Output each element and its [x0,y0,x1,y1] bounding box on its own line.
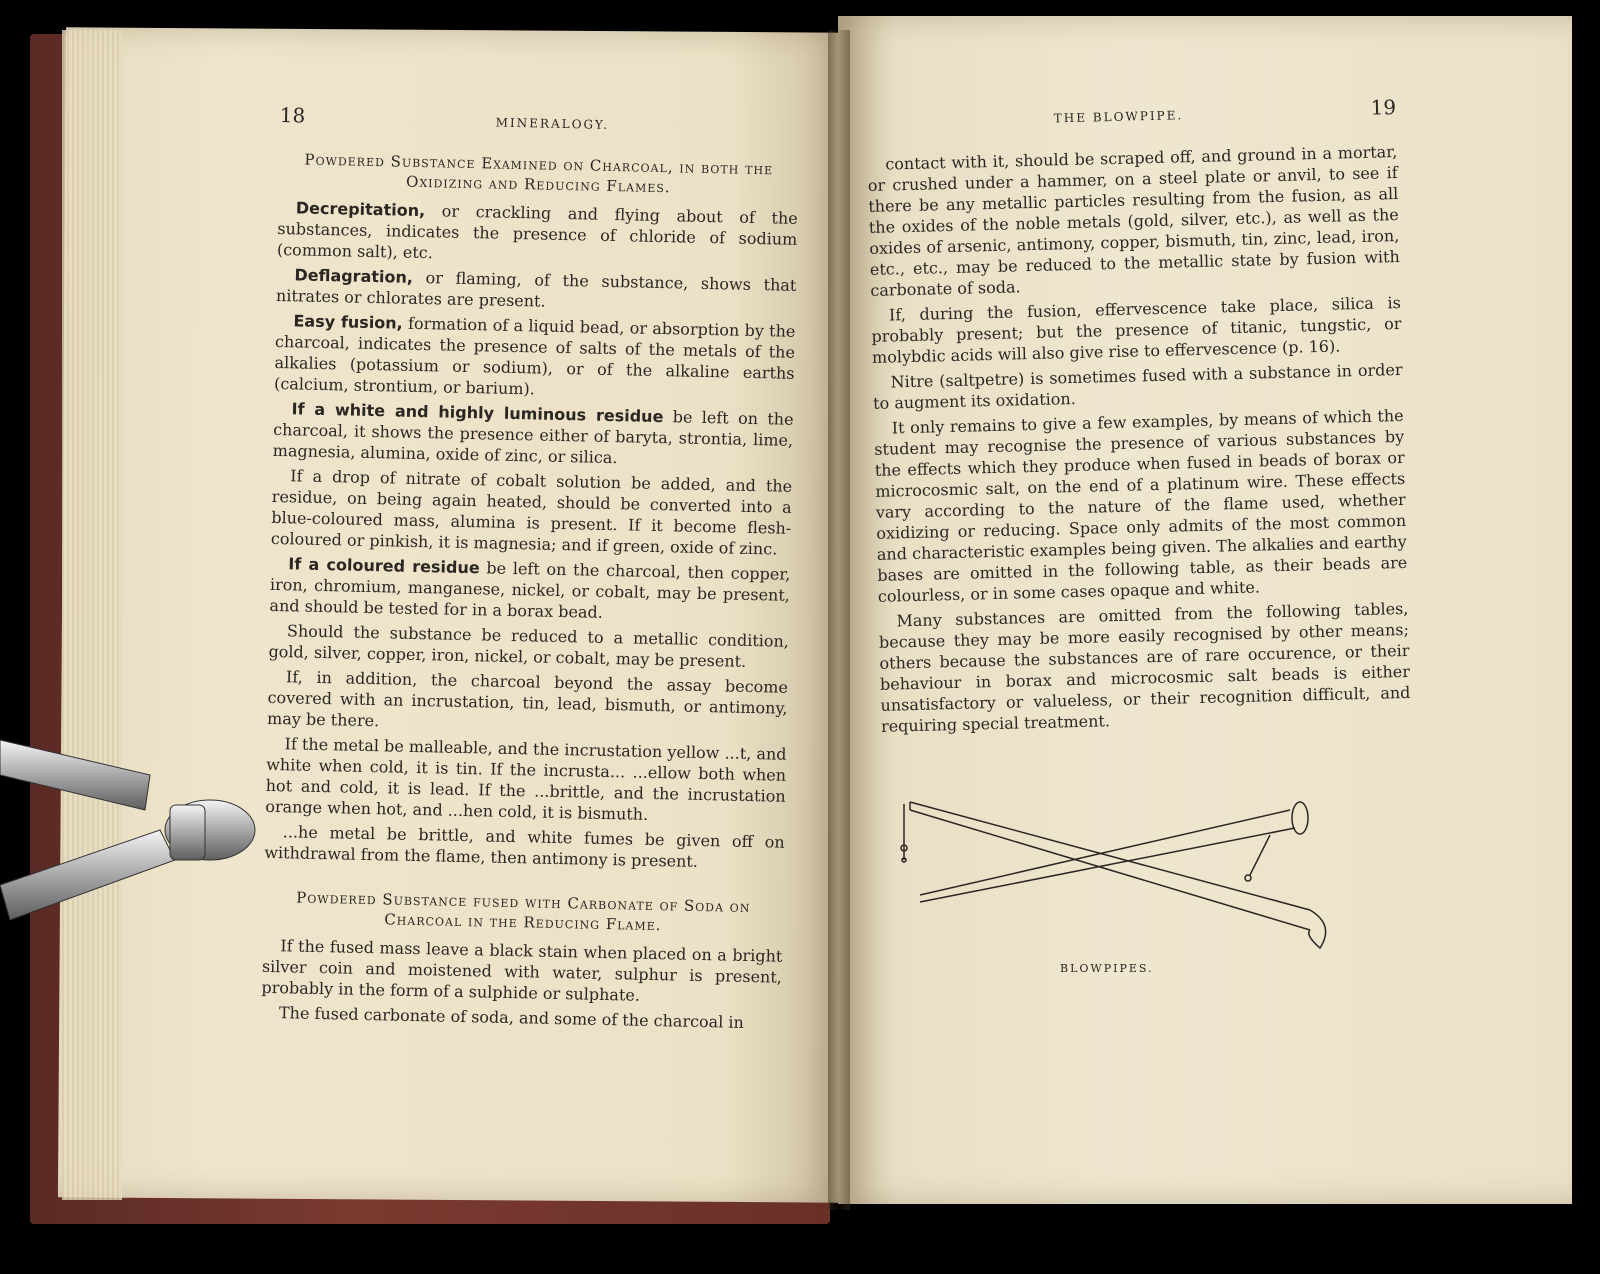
paragraph-text: Should the substance be reduced to a metallic condition, gold, silver, copper, iron, nickel, or cobalt, may be present. [268,621,790,671]
paragraph [271,465,793,560]
running-head: THE BLOWPIPE. [1053,108,1184,126]
paragraph-text: If a drop of nitrate of cobalt solution be added, and the residue, on being again heated, should be converted into a blue-coloured mass, alumina is present. If it become flesh-coloured or pinkish, it is magnesia; and if green, oxide of zinc. [270,466,793,559]
right-paragraphs [867,141,1411,737]
blowpipe-1 [910,802,1310,930]
paragraph-text: ...he metal be brittle, and white fumes be given off on withdrawal from the flame, then antimony is present. [264,822,785,871]
right-page-text [866,97,1411,741]
figure-caption: BLOWPIPES. [1060,962,1154,975]
paragraph [264,821,785,874]
paragraph [273,398,794,472]
paragraph-lead: Easy fusion, [293,311,403,333]
left-page-text [261,105,800,1038]
paragraph-text: or flaming, of the substance, shows that nitrates or chlorates are present. [275,267,797,311]
paragraph-text: If, during the fusion, effervescence take place, silica is probably present; but the presence of titanic, tungstic, or molybdic acids will also give rise to effervescence (p. 16). [871,292,1402,367]
paragraph [276,264,797,317]
paragraph-text: If, in addition, the charcoal beyond the assay become covered with an incrustation, tin, lead, bismuth, or antimony, may be there. [266,667,789,731]
paragraph-text: The fused carbonate of soda, and some of the charcoal in [278,1003,745,1032]
paragraph [269,553,790,627]
paragraph-text: If the fused mass leave a black stain when placed on a bright silver coin and moistened with water, sulphur is present, probably in the form of a sulphide or sulphate. [261,936,783,1005]
paragraph [874,405,1408,607]
paragraph [274,310,796,405]
paragraph-text: Nitre (saltpetre) is sometimes fused with a substance in order to augment its oxidation. [872,359,1403,413]
left-paragraphs [264,197,798,874]
paragraph [261,935,782,1009]
paragraph-lead: If a coloured residue [288,554,480,578]
section-title: Powdered Substance fused with Carbonate of Soda on Charcoal in the Reducing Flame. [296,888,751,935]
paragraph-text: contact with it, should be scraped off, and ground in a mortar, or crushed under a hammer, on a steel plate or anvil, to see if there be any metallic particles resulting from the fusion, as all the oxides of the noble metals (gold, silver, etc.), as well as the oxides of arsenic, antimony, copper, bismuth, tin, zinc, lead, iron, etc., etc., may be reduced to the metallic state by fusion with carbonate of soda. [867,142,1400,300]
page-number: 18 [279,103,306,128]
paragraph [265,733,787,828]
book-gutter [828,30,850,1210]
page-number: 19 [1370,95,1397,120]
paragraph [268,620,789,673]
page-edges [62,30,122,1200]
paragraph-text: formation of a liquid bead, or absorption by the charcoal, indicates the presence of salts of the metals of the alkalies (potassium or sodium), or of the alkaline earths (calcium, strontium, or barium). [273,313,796,399]
paragraph-text: Many substances are omitted from the following tables, because they may be more easily recognised by other means; others because the substances are of rare occurence, or their behaviour in borax and microcosmic salt beads is either unsatisfactory or valueless, or their recognition difficult, and requiring special treatment. [878,598,1411,736]
running-head: MINERALOGY. [495,115,610,132]
paragraph-lead: Deflagration, [294,265,414,287]
paragraph [872,359,1403,414]
paragraph-text: It only remains to give a few examples, by means of which the student may recognise the presence of various substances by the effects which they produce when fused in beads of borax or microcosmic salt, on the end of a platinum wire. These effects vary according to the nature of the flame used, whether oxidizing or reducing. Space only admits of the most common and characteristic examples being given. The alkalies and earthy bases are omitted in the following table, as their beads are colourless, or in some cases opaque and white. [874,405,1408,606]
paragraph-lead: Decrepitation, [295,198,426,221]
paragraph-text: be left on the charcoal, then copper, iron, chromium, manganese, nickel, or cobalt, may be present, and should be tested for in a borax bead. [269,558,791,622]
left-paragraphs-2 [261,935,783,1034]
paragraph [871,292,1402,368]
paragraph [878,598,1411,737]
paragraph-text: If the metal be malleable, and the incrustation yellow ...t, and white when cold, it is tin. If the incrusta... ...ellow both when hot and cold, it is lead. If the ...brittle, and the incrustation orange when hot, and ...hen cold, it is bismuth. [265,734,787,824]
blowpipes-illustration [890,790,1350,960]
paragraph-lead: If a white and highly luminous residue [291,399,664,427]
section-title: Powdered Substance Examined on Charcoal, in both the Oxidizing and Reducing Flames. [304,150,774,197]
paragraph [267,666,788,740]
clip-upper-arm [0,740,150,810]
clip-lower-arm [0,830,175,920]
bookmark-clip [0,735,300,925]
paragraph [867,141,1400,301]
paragraph-text: be left on the charcoal, it shows the presence either of baryta, strontia, lime, magnesia, alumina, oxide of zinc, or silica. [272,407,794,468]
paragraph [277,197,798,271]
paragraph-text: or crackling and flying about of the substances, indicates the presence of chloride of sodium (common salt), etc. [276,201,798,263]
